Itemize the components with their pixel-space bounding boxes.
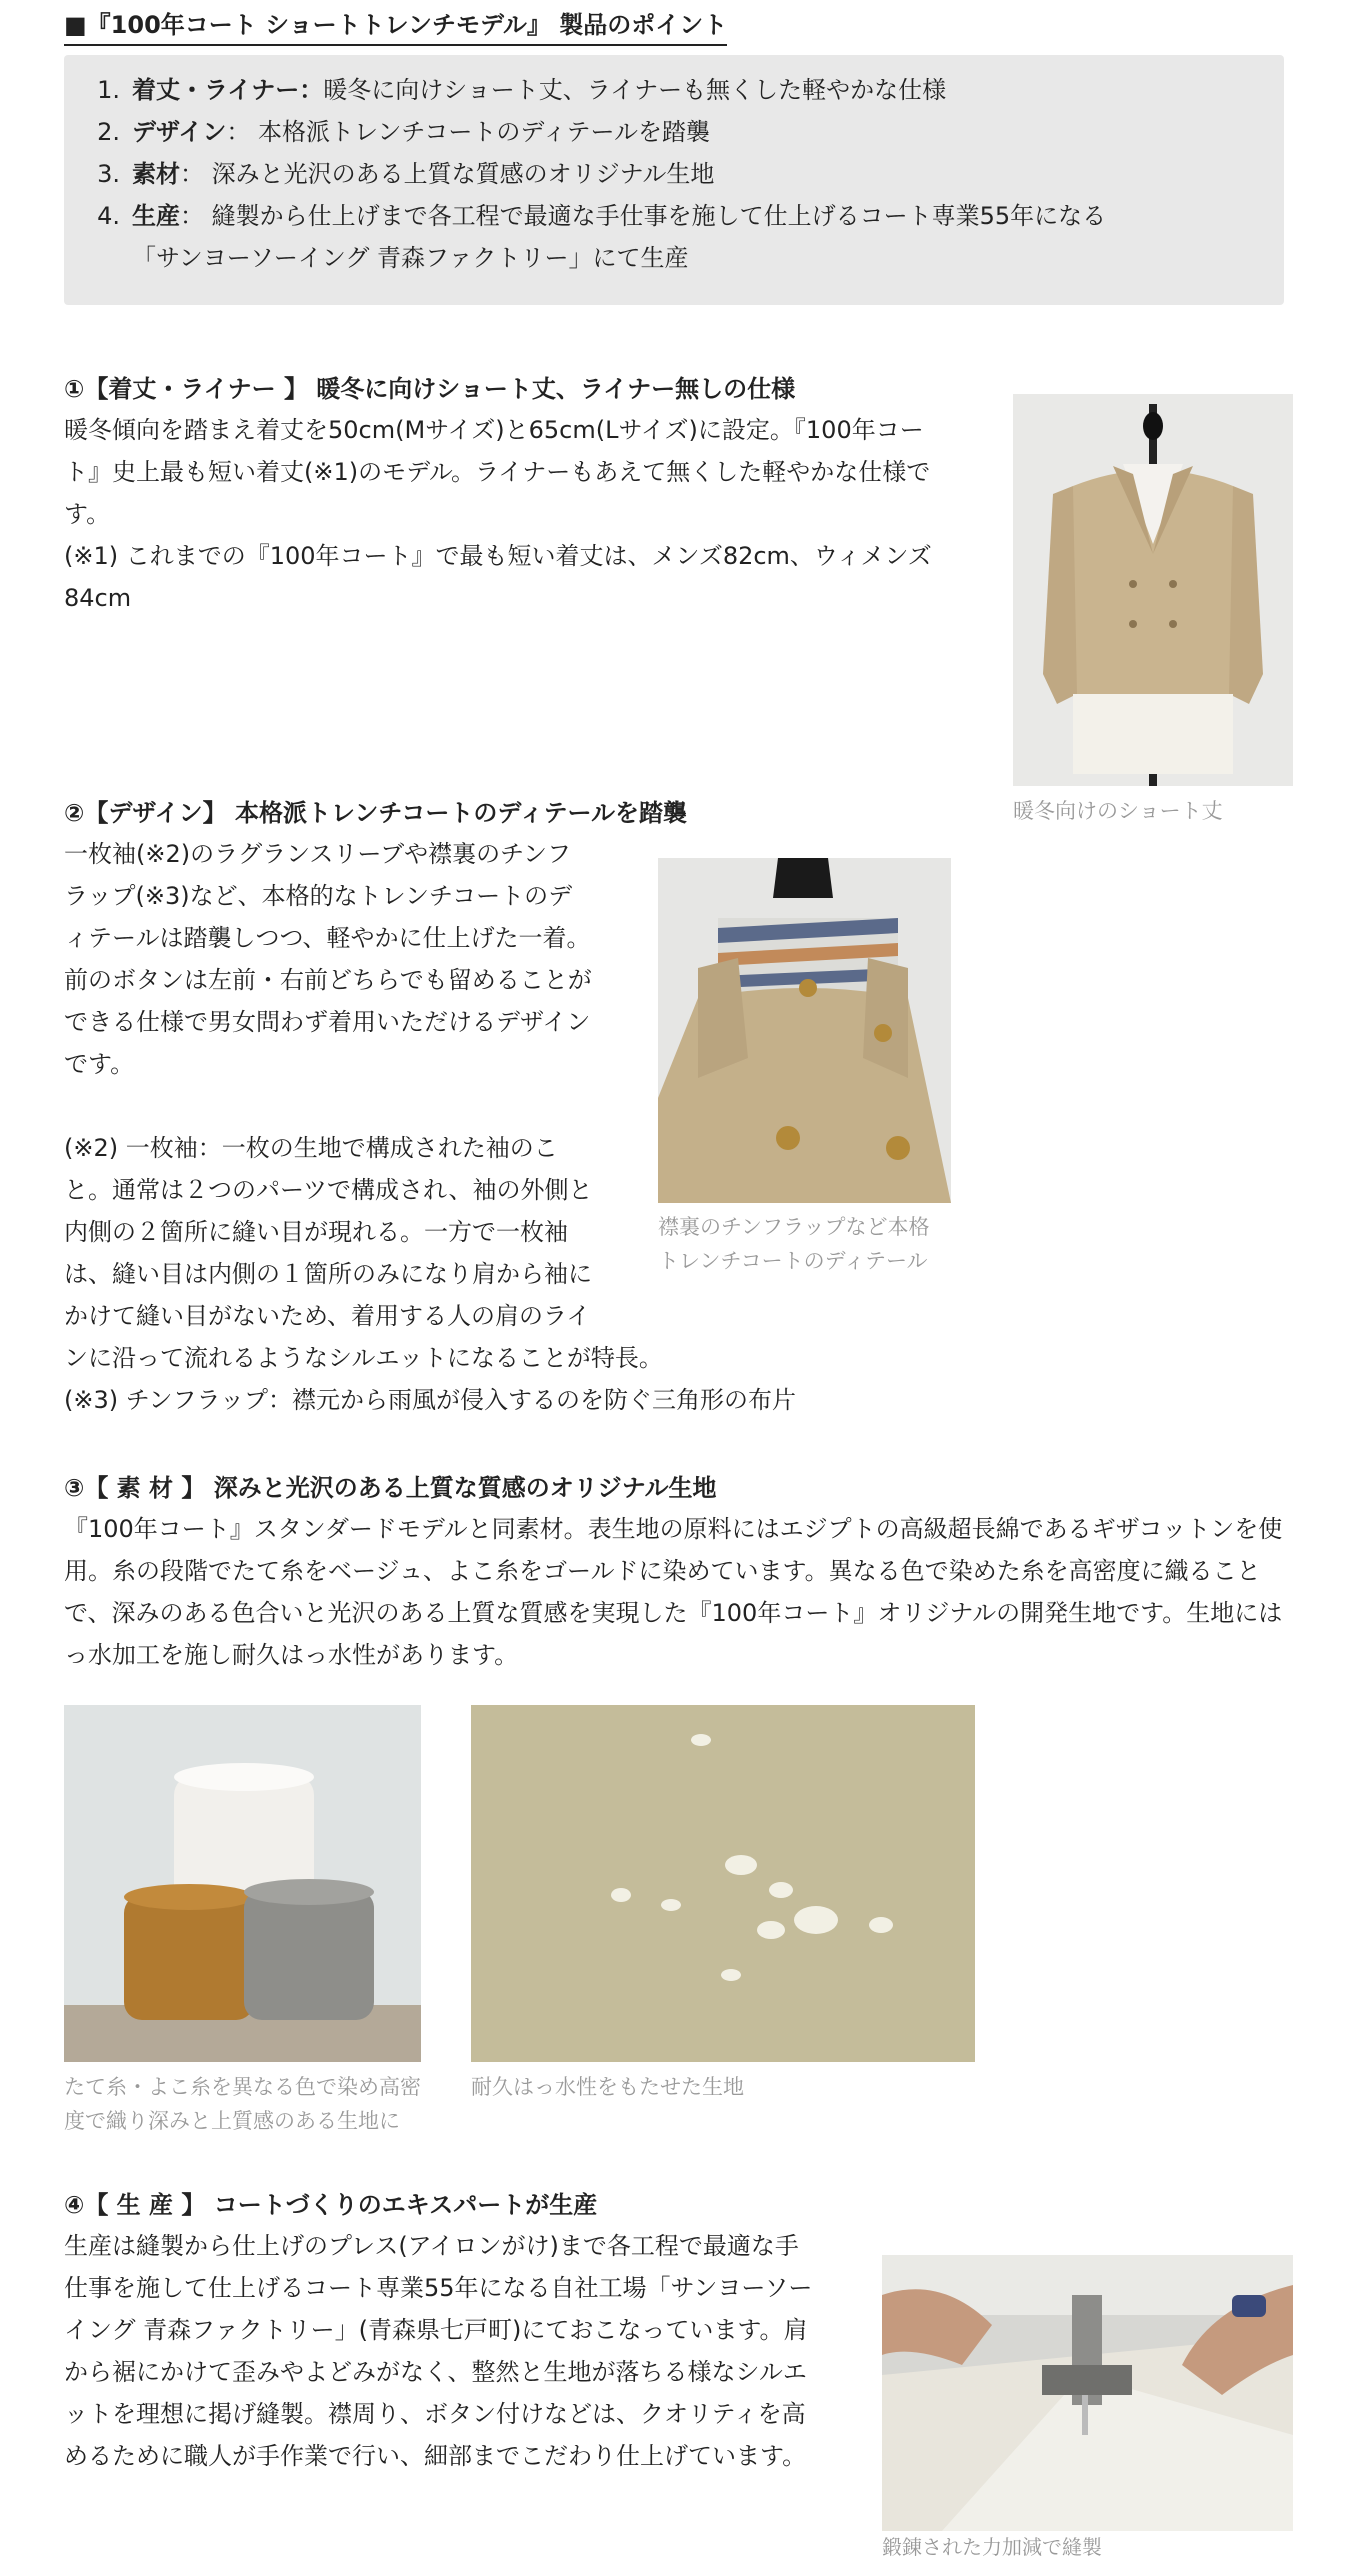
caption-line: 襟裏のチンフラップなど本格 — [658, 1215, 930, 1239]
summary-text: ： 縫製から仕上げまで各工程で最適な手仕事を施して仕上げるコート専業55年になる — [180, 202, 1107, 230]
summary-box — [64, 55, 1284, 305]
short-coat-photo — [1013, 394, 1293, 786]
text-line: 仕事を施して仕上げるコート専業55年になる自社工場「サンヨーソー — [64, 2274, 813, 2302]
caption-line: たて糸・よこ糸を異なる色で染め高密 — [64, 2075, 421, 2099]
summary-label: 着丈・ライナー： — [132, 76, 324, 104]
thread-spools-photo — [64, 1705, 421, 2062]
page-title: ■『100年コート ショートトレンチモデル』 製品のポイント — [64, 8, 727, 46]
summary-item-continued — [132, 237, 689, 279]
summary-number: 4. — [97, 202, 120, 230]
text-line: で、深みのある色合いと光沢のある上質な質感を実現した『100年コート』オリジナルの開発生地です。生地には — [64, 1599, 1283, 1627]
text-line: めるために職人が手作業で行い、細部までこだわり仕上げています。 — [64, 2442, 807, 2470]
text-line: 用。糸の段階でたて糸をベージュ、よこ糸をゴールドに染めています。異なる色で染めた糸を高密度に織ること — [64, 1557, 1261, 1585]
water-repellent-fabric-photo — [471, 1705, 975, 2062]
section-heading-length: ①【着丈・ライナー 】 暖冬に向けショート丈、ライナー無しの仕様 — [64, 375, 796, 403]
photo-caption — [658, 1210, 930, 1278]
summary-item — [84, 195, 1106, 237]
text-line: ィテールは踏襲しつつ、軽やかに仕上げた一着。 — [64, 924, 591, 952]
text-line: です。 — [64, 1050, 135, 1078]
text-line: っ水加工を施し耐久はっ水性があります。 — [64, 1641, 519, 1669]
summary-text: ： 深みと光沢のある上質な質感のオリジナル生地 — [180, 160, 715, 188]
section-body-production — [64, 2225, 894, 2477]
summary-item — [84, 111, 710, 153]
text-line: は、縫い目は内側の１箇所のみになり肩から袖に — [64, 1260, 592, 1288]
section-heading-design: ②【デザイン】 本格派トレンチコートのディテールを踏襲 — [64, 799, 688, 827]
text-line: 暖冬傾向を踏まえ着丈を50cm(Mサイズ)と65cm(Lサイズ)に設定。『100年コー — [64, 416, 924, 444]
photo-caption — [64, 2070, 421, 2138]
text-line: 内側の２箇所に縫い目が現れる。一方で一枚袖 — [64, 1218, 568, 1246]
sewing-photo — [882, 2255, 1293, 2531]
text-line: かけて縫い目がないため、着用する人の肩のライ — [64, 1302, 591, 1330]
photo-caption: 暖冬向けのショート丈 — [1013, 799, 1223, 823]
text-line: イング 青森ファクトリー」(青森県七戸町)にておこなっています。肩 — [64, 2316, 808, 2344]
section-heading-production: ④【 生 産 】 コートづくりのエキスパートが生産 — [64, 2191, 598, 2219]
summary-label: 生産 — [132, 202, 180, 230]
text-line: ットを理想に掲げ縫製。襟周り、ボタン付けなどは、クオリティを高 — [64, 2400, 806, 2428]
text-line: 一枚袖(※2)のラグランスリーブや襟裏のチンフ — [64, 840, 571, 868]
text-line: す。 — [64, 500, 111, 528]
photo-caption: 鍛錬された力加減で縫製 — [882, 2535, 1102, 2559]
section-heading-material: ③【 素 材 】 深みと光沢のある上質な質感のオリジナル生地 — [64, 1474, 717, 1502]
caption-line: トレンチコートのディテール — [658, 1249, 928, 1273]
text-line: (※2) 一枚袖：一枚の生地で構成された袖のこ — [64, 1134, 558, 1162]
text-line: 前のボタンは左前・右前どちらでも留めることが — [64, 966, 592, 994]
summary-text: 「サンヨーソーイング 青森ファクトリー」にて生産 — [132, 244, 689, 272]
summary-text: ： 本格派トレンチコートのディテールを踏襲 — [226, 118, 710, 146]
summary-number: 2. — [97, 118, 120, 146]
text-line: 84cm — [64, 584, 132, 612]
summary-item — [84, 153, 714, 195]
photo-caption: 耐久はっ水性をもたせた生地 — [471, 2075, 744, 2099]
text-line: 生産は縫製から仕上げのプレス(アイロンがけ)まで各工程で最適な手 — [64, 2232, 799, 2260]
section-body-length — [64, 409, 964, 619]
text-line: と。通常は２つのパーツで構成され、袖の外側と — [64, 1176, 593, 1204]
text-line: 『100年コート』スタンダードモデルと同素材。表生地の原料にはエジプトの高級超長綿であるギザコットンを使 — [64, 1515, 1283, 1543]
collar-detail-photo — [658, 858, 951, 1203]
text-line: (※3) チンフラップ：襟元から雨風が侵入するのを防ぐ三角形の布片 — [64, 1386, 797, 1414]
summary-number: 3. — [97, 160, 120, 188]
text-line: できる仕様で男女問わず着用いただけるデザイン — [64, 1008, 591, 1036]
summary-item — [84, 69, 946, 111]
text-line: ト』史上最も短い着丈(※1)のモデル。ライナーもあえて無くした軽やかな仕様で — [64, 458, 931, 486]
summary-text: 暖冬に向けショート丈、ライナーも無くした軽やかな仕様 — [323, 76, 947, 104]
summary-label: 素材 — [132, 160, 180, 188]
caption-line: 度で織り深みと上質感のある生地に — [64, 2109, 400, 2133]
summary-label: デザイン — [132, 118, 227, 146]
text-line: から裾にかけて歪みやよどみがなく、整然と生地が落ちる様なシルエ — [64, 2358, 807, 2386]
summary-number: 1. — [97, 76, 120, 104]
section-body-material — [64, 1508, 1304, 1676]
text-line: (※1) これまでの『100年コート』で最も短い着丈は、メンズ82cm、ウィメンズ — [64, 542, 932, 570]
text-line: ラップ(※3)など、本格的なトレンチコートのデ — [64, 882, 573, 910]
text-line: ンに沿って流れるようなシルエットになることが特長。 — [64, 1344, 663, 1372]
